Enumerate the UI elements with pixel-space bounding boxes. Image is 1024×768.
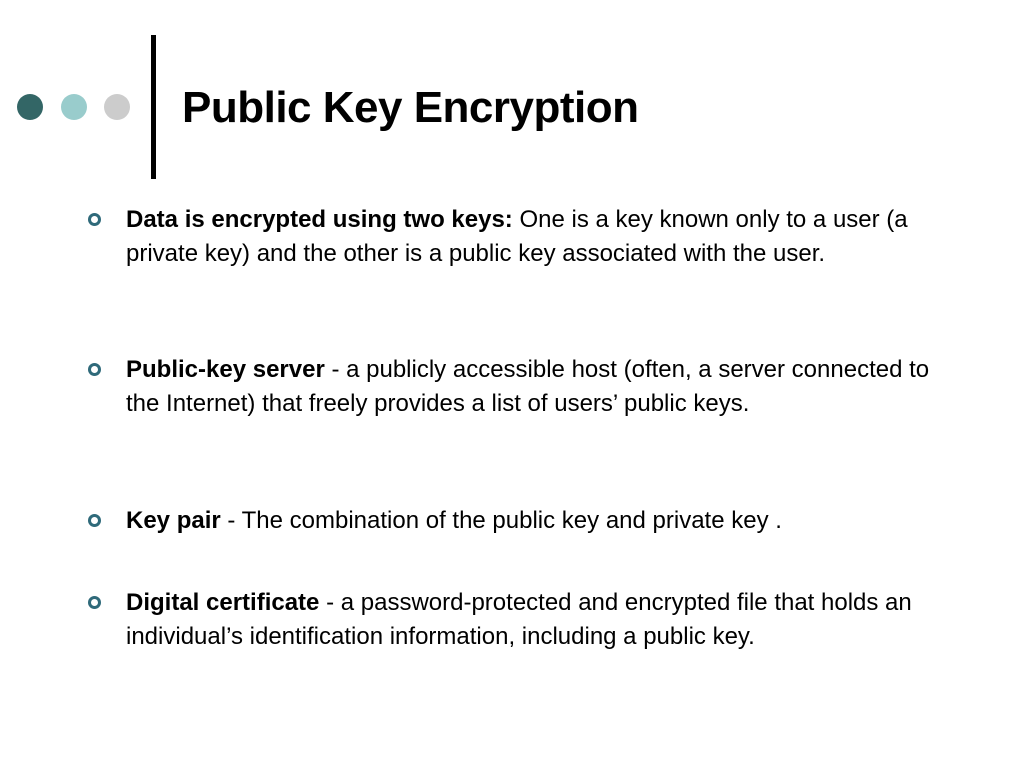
bullet-ring-icon: [88, 213, 101, 226]
bullet-text: One is a key known only to a user (a private key) and the other is a public key associated with the user.: [126, 206, 908, 267]
decor-dot-dark: [17, 94, 43, 120]
bullet-ring-icon: [88, 514, 101, 527]
slide-title: Public Key Encryption: [182, 83, 639, 132]
decor-dot-gray: [104, 94, 130, 120]
bullet-term: Key pair: [126, 507, 221, 534]
bullet-ring-icon: [88, 363, 101, 376]
title-divider: [151, 35, 156, 179]
bullet-term: Data is encrypted using two keys:: [126, 206, 513, 233]
decor-dot-teal: [61, 94, 87, 120]
bullet-text: - a publicly accessible host (often, a server connected to the Internet) that freely provides a list of users’ public keys.: [126, 356, 930, 417]
bullet-item: [126, 353, 941, 421]
bullet-term: Public-key server: [126, 356, 325, 383]
bullet-text: - a password-protected and encrypted file that holds an individual’s identification information, including a public key.: [126, 589, 912, 650]
bullet-item: [126, 586, 941, 654]
bullet-text: - The combination of the public key and private key .: [220, 507, 782, 534]
bullet-item: [126, 504, 941, 538]
bullet-item: [126, 203, 941, 271]
bullet-ring-icon: [88, 596, 101, 609]
bullet-term: Digital certificate: [126, 589, 320, 616]
